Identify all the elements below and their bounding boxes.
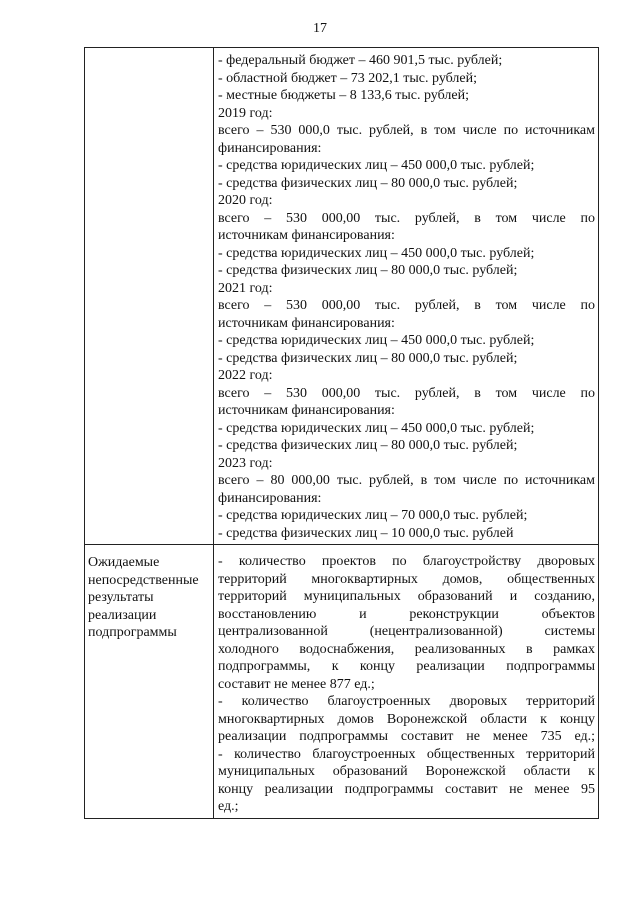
text-line: - средства юридических лиц – 450 000,0 тыс. рублей; [218,333,535,348]
text-line: подпрограммы, к концу реализации подпрограммы [218,659,595,674]
label-line: результаты [88,590,154,605]
text-line: составит не менее 877 ед.; [218,676,375,692]
text-line: - количество проектов по благоустройству дворовых [218,554,595,569]
row-label-cell [85,545,214,819]
text-line: - средства физических лиц – 80 000,0 тыс. рублей; [218,350,518,366]
text-line: - средства физических лиц – 80 000,0 тыс. рублей; [218,263,518,278]
text-line: ед.; [218,799,239,814]
row-label-cell [85,48,214,545]
text-line: всего – 530 000,00 тыс. рублей, в том числе по [218,385,595,401]
text-line: всего – 530 000,00 тыс. рублей, в том числе по [218,210,595,226]
label-line: реализации [88,607,157,623]
results-cell [214,545,599,819]
table-row [85,545,599,819]
text-line: всего – 530 000,0 тыс. рублей, в том числе по источникам [218,123,595,138]
text-line: - средства юридических лиц – 450 000,0 тыс. рублей; [218,245,535,261]
text-line: финансирования: [218,140,322,156]
row-label [85,545,213,642]
text-line: - средства юридических лиц – 450 000,0 тыс. рублей; [218,158,535,173]
financing-text [214,48,598,544]
text-line: территорий муниципальных образований и созданию, [218,589,595,604]
results-text [214,545,598,818]
text-line: источникам финансирования: [218,315,395,331]
page-number: 17 [313,21,327,36]
text-line: источникам финансирования: [218,228,395,243]
text-line: восстановлению и реконструкции объектов [218,606,595,622]
text-line: централизованной (нецентрализованной) системы [218,624,595,639]
passport-table [84,47,599,819]
label-line: Ожидаемые [88,555,160,570]
text-line: всего – 530 000,00 тыс. рублей, в том числе по [218,298,595,313]
text-line: финансирования: [218,490,322,506]
text-line: источникам финансирования: [218,403,395,418]
label-line: подпрограммы [88,625,177,640]
text-line: многоквартирных домов Воронежской области к концу [218,711,595,727]
year-heading: 2022 год: [218,368,273,383]
text-line: - средства юридических лиц – 450 000,0 тыс. рублей; [218,420,535,436]
text-line: - федеральный бюджет – 460 901,5 тыс. рублей; [218,53,503,68]
year-heading: 2021 год: [218,280,273,296]
text-line: - количество благоустроенных общественных территорий [218,746,595,762]
text-line: - средства физических лиц – 80 000,0 тыс. рублей; [218,175,518,191]
text-line: - количество благоустроенных дворовых территорий [218,694,595,709]
text-line: территорий многоквартирных домов, общественных [218,571,595,587]
text-line: муниципальных образований Воронежской области к [218,764,595,779]
text-line: концу реализации подпрограммы составит не менее 95 [218,781,595,797]
label-line: непосредственные [88,572,199,588]
table-row [85,48,599,545]
year-heading: 2020 год: [218,193,273,208]
text-line: холодного водоснабжения, реализованных в рамках [218,641,595,657]
text-line: всего – 80 000,00 тыс. рублей, в том числе по источникам [218,473,595,488]
text-line: - областной бюджет – 73 202,1 тыс. рублей; [218,70,477,86]
text-line: реализации подпрограммы составит не менее 735 ед.; [218,729,595,744]
text-line: - местные бюджеты – 8 133,6 тыс. рублей; [218,88,469,103]
financing-cell [214,48,599,545]
text-line: - средства физических лиц – 80 000,0 тыс. рублей; [218,438,518,453]
year-heading: 2019 год: [218,105,273,121]
text-line: - средства физических лиц – 10 000,0 тыс. рублей [218,525,514,541]
year-heading: 2023 год: [218,455,273,471]
text-line: - средства юридических лиц – 70 000,0 тыс. рублей; [218,508,528,523]
